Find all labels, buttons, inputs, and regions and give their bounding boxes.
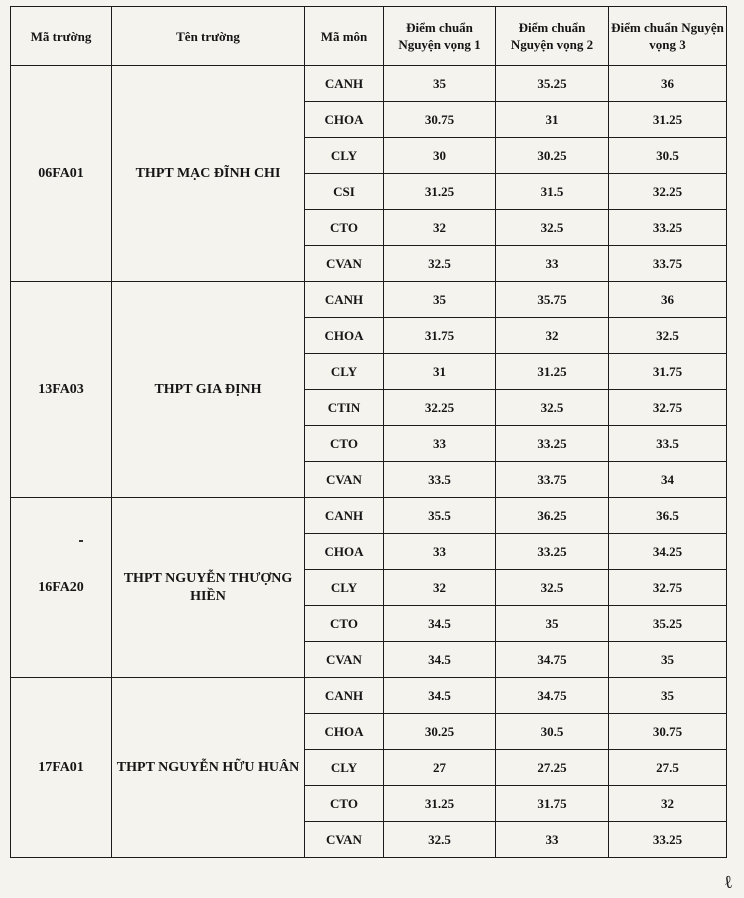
nv1-score-cell: 30.75: [384, 102, 496, 138]
nv2-score-cell: 31.25: [496, 354, 609, 390]
nv2-score-cell: 30.5: [496, 714, 609, 750]
subject-cell: CHOA: [305, 714, 384, 750]
subject-cell: CANH: [305, 66, 384, 102]
header-nv1: Điểm chuẩn Nguyện vọng 1: [384, 7, 496, 66]
subject-cell: CLY: [305, 750, 384, 786]
header-row: [11, 7, 727, 66]
nv1-score-cell: 35: [384, 66, 496, 102]
nv3-score-cell: 27.5: [609, 750, 727, 786]
nv2-score-cell: 32: [496, 318, 609, 354]
nv2-score-cell: 33: [496, 822, 609, 858]
nv2-score-cell: 32.5: [496, 390, 609, 426]
nv3-score-cell: 33.25: [609, 210, 727, 246]
nv3-score-cell: 35: [609, 642, 727, 678]
nv3-score-cell: 33.5: [609, 426, 727, 462]
school-code-cell: 13FA03: [11, 282, 112, 498]
nv2-score-cell: 33.25: [496, 426, 609, 462]
table-row: [11, 66, 727, 102]
school-code-cell: 16FA20: [11, 498, 112, 678]
subject-cell: CTO: [305, 786, 384, 822]
stray-ink-mark: [79, 540, 83, 542]
nv3-score-cell: 35.25: [609, 606, 727, 642]
school-name-cell: THPT MẠC ĐĨNH CHI: [112, 66, 305, 282]
header-school-code: Mã trường: [11, 7, 112, 66]
table-row: [11, 678, 727, 714]
nv2-score-cell: 32.5: [496, 570, 609, 606]
nv3-score-cell: 32.75: [609, 570, 727, 606]
nv3-score-cell: 31.25: [609, 102, 727, 138]
subject-cell: CTO: [305, 606, 384, 642]
nv3-score-cell: 32.5: [609, 318, 727, 354]
subject-cell: CTIN: [305, 390, 384, 426]
nv2-score-cell: 35.25: [496, 66, 609, 102]
nv3-score-cell: 32: [609, 786, 727, 822]
school-name-cell: THPT NGUYỄN HỮU HUÂN: [112, 678, 305, 858]
nv2-score-cell: 31.75: [496, 786, 609, 822]
nv3-score-cell: 33.25: [609, 822, 727, 858]
nv2-score-cell: 31.5: [496, 174, 609, 210]
nv3-score-cell: 32.75: [609, 390, 727, 426]
nv1-score-cell: 32: [384, 570, 496, 606]
nv1-score-cell: 27: [384, 750, 496, 786]
nv3-score-cell: 36.5: [609, 498, 727, 534]
nv2-score-cell: 33.75: [496, 462, 609, 498]
nv1-score-cell: 32.5: [384, 246, 496, 282]
subject-cell: CHOA: [305, 318, 384, 354]
nv2-score-cell: 34.75: [496, 642, 609, 678]
nv3-score-cell: 34: [609, 462, 727, 498]
nv3-score-cell: 35: [609, 678, 727, 714]
nv1-score-cell: 35: [384, 282, 496, 318]
nv1-score-cell: 30: [384, 138, 496, 174]
nv2-score-cell: 27.25: [496, 750, 609, 786]
school-code-cell: 17FA01: [11, 678, 112, 858]
nv1-score-cell: 32: [384, 210, 496, 246]
nv1-score-cell: 34.5: [384, 606, 496, 642]
subject-cell: CANH: [305, 678, 384, 714]
nv2-score-cell: 34.75: [496, 678, 609, 714]
nv2-score-cell: 32.5: [496, 210, 609, 246]
header-nv2: Điểm chuẩn Nguyện vọng 2: [496, 7, 609, 66]
nv1-score-cell: 35.5: [384, 498, 496, 534]
nv1-score-cell: 34.5: [384, 678, 496, 714]
table-body: [11, 66, 727, 858]
subject-cell: CANH: [305, 282, 384, 318]
nv3-score-cell: 31.75: [609, 354, 727, 390]
nv3-score-cell: 34.25: [609, 534, 727, 570]
school-name-cell: THPT GIA ĐỊNH: [112, 282, 305, 498]
school-code-cell: 06FA01: [11, 66, 112, 282]
nv1-score-cell: 30.25: [384, 714, 496, 750]
header-subject-code: Mã môn: [305, 7, 384, 66]
school-name-cell: THPT NGUYỄN THƯỢNG HIỀN: [112, 498, 305, 678]
subject-cell: CTO: [305, 210, 384, 246]
nv2-score-cell: 33.25: [496, 534, 609, 570]
nv2-score-cell: 35: [496, 606, 609, 642]
nv2-score-cell: 36.25: [496, 498, 609, 534]
subject-cell: CVAN: [305, 462, 384, 498]
nv1-score-cell: 34.5: [384, 642, 496, 678]
nv3-score-cell: 36: [609, 66, 727, 102]
header-nv3: Điểm chuẩn Nguyện vọng 3: [609, 7, 727, 66]
nv1-score-cell: 33.5: [384, 462, 496, 498]
table-row: [11, 498, 727, 534]
nv1-score-cell: 32.25: [384, 390, 496, 426]
nv2-score-cell: 31: [496, 102, 609, 138]
table-row: [11, 282, 727, 318]
nv3-score-cell: 33.75: [609, 246, 727, 282]
nv1-score-cell: 31.75: [384, 318, 496, 354]
initials-mark: ℓ: [722, 871, 735, 894]
subject-cell: CTO: [305, 426, 384, 462]
subject-cell: CSI: [305, 174, 384, 210]
nv3-score-cell: 30.75: [609, 714, 727, 750]
subject-cell: CVAN: [305, 822, 384, 858]
subject-cell: CLY: [305, 570, 384, 606]
subject-cell: CANH: [305, 498, 384, 534]
subject-cell: CVAN: [305, 246, 384, 282]
header-school-name: Tên trường: [112, 7, 305, 66]
nv3-score-cell: 36: [609, 282, 727, 318]
nv3-score-cell: 32.25: [609, 174, 727, 210]
nv2-score-cell: 30.25: [496, 138, 609, 174]
nv1-score-cell: 31.25: [384, 174, 496, 210]
nv3-score-cell: 30.5: [609, 138, 727, 174]
nv1-score-cell: 31.25: [384, 786, 496, 822]
subject-cell: CLY: [305, 354, 384, 390]
subject-cell: CHOA: [305, 534, 384, 570]
subject-cell: CHOA: [305, 102, 384, 138]
nv2-score-cell: 33: [496, 246, 609, 282]
subject-cell: CLY: [305, 138, 384, 174]
cutoff-score-table: [10, 6, 727, 858]
subject-cell: CVAN: [305, 642, 384, 678]
nv1-score-cell: 32.5: [384, 822, 496, 858]
nv1-score-cell: 33: [384, 534, 496, 570]
nv2-score-cell: 35.75: [496, 282, 609, 318]
nv1-score-cell: 33: [384, 426, 496, 462]
nv1-score-cell: 31: [384, 354, 496, 390]
